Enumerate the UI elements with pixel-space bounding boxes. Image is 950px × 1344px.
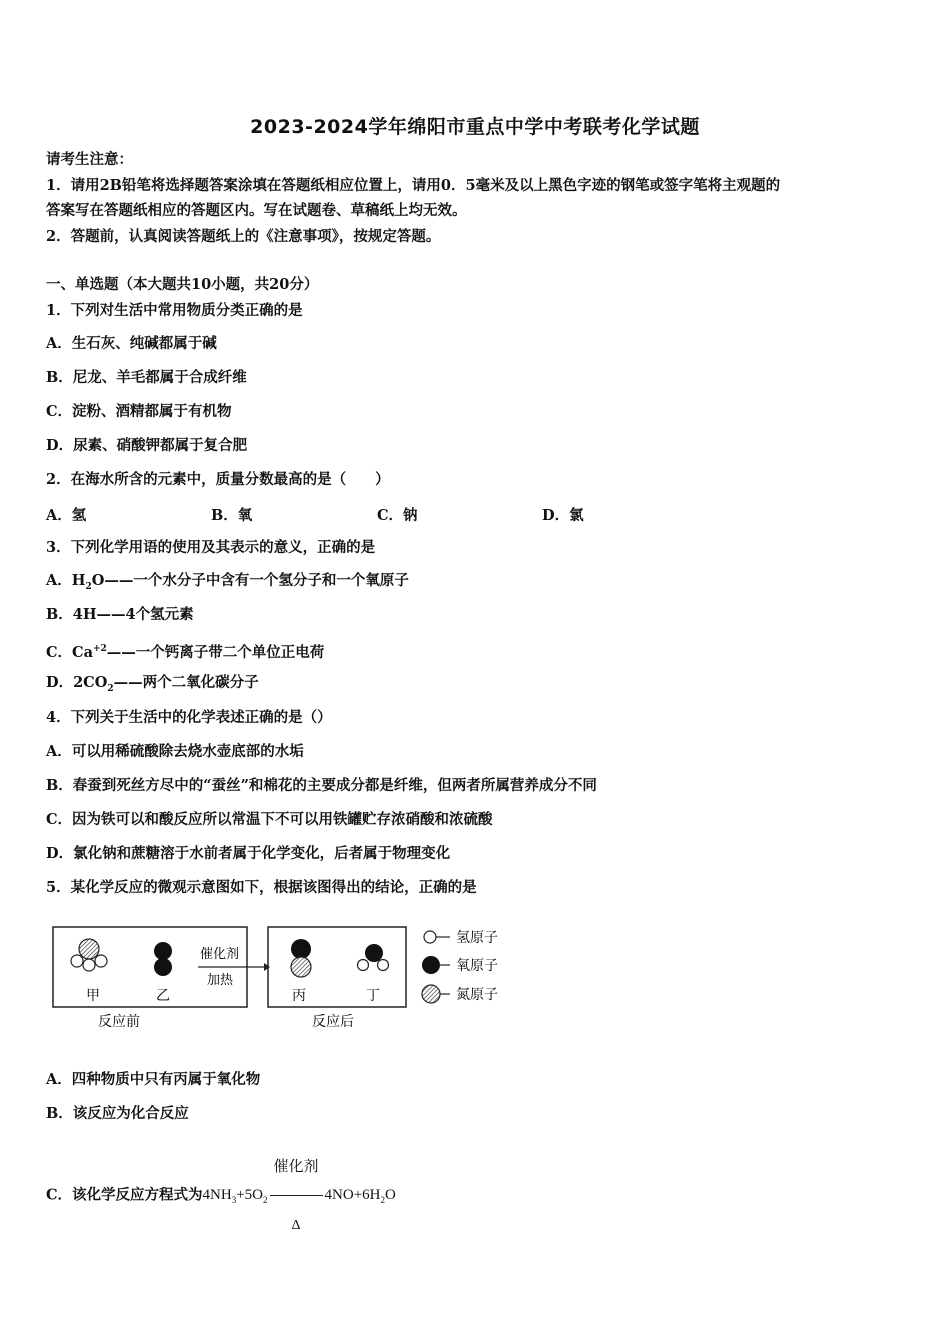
eq-products-end: O [385,1187,396,1204]
legend-oxygen: 氧原子 [456,958,498,974]
reaction-diagram [46,918,526,1036]
legend-oxygen-icon [422,956,440,974]
q3-a-prefix: A．H [46,572,86,589]
q2-option-a: A．氢 [46,507,87,524]
q3-a-text: O——一个水分子中含有一个氢分子和一个氧原子 [91,572,409,589]
q3-stem: 3．下列化学用语的使用及其表示的意义，正确的是 [46,539,376,556]
q1-stem: 1．下列对生活中常用物质分类正确的是 [46,302,303,319]
notice-header: 请考生注意： [46,151,133,168]
legend-hydrogen: 氢原子 [456,930,498,946]
eq-sub-2b: 2 [380,1195,385,1206]
q4-option-b: B．春蚕到死丝方尽中的“蚕丝”和棉花的主要成分都是纤维，但两者所属营养成分不同 [46,777,597,794]
q1-option-c: C．淀粉、酒精都属于有机物 [46,403,232,420]
jia-hydrogen-atom-1 [71,955,83,967]
eq-o2: +5O [236,1187,264,1204]
q5-option-a: A．四种物质中只有丙属于氧化物 [46,1071,261,1088]
q3-option-b: B．4H——4个氢元素 [46,606,194,623]
q3-d-subscript: 2 [107,683,114,694]
eq-products: 4NO+6H [324,1187,381,1204]
q3-a-subscript: 2 [85,581,92,592]
q3-c-text: ——一个钙离子带二个单位正电荷 [106,643,325,661]
label-after: 反应后 [312,1014,354,1030]
notice-line-2: 答案写在答题纸相应的答题区内。写在试题卷、草稿纸上均无效。 [46,202,467,219]
q1-option-b: B．尼龙、羊毛都属于合成纤维 [46,369,247,386]
eq-condition [270,1138,323,1254]
eq-nh3: 4NH [202,1187,232,1204]
bing-nitrogen-atom [291,957,311,977]
q4-option-a: A．可以用稀硫酸除去烧水壶底部的水垢 [46,743,304,760]
jia-hydrogen-atom-2 [83,959,95,971]
legend-nitrogen: 氮原子 [456,987,498,1003]
page-title: 2023-2024学年绵阳市重点中学中考联考化学试题 [250,116,700,138]
reaction-arrow-head [264,963,270,971]
label-before: 反应前 [98,1014,140,1030]
q5-option-b: B．该反应为化合反应 [46,1105,189,1122]
q3-option-d [46,673,259,699]
yi-oxygen-atom-2 [154,958,172,976]
q5-c-label: C．该化学反应方程式为 [46,1186,203,1204]
legend-nitrogen-icon [422,985,440,1003]
q2-options [46,504,746,524]
notice-line-1: 1．请用2B铅笔将选择题答案涂填在答题纸相应位置上，请用0．5毫米及以上黑色字迹的钢笔或签字笔将主观题的 [46,177,781,194]
eq-sub-2: 2 [263,1195,268,1206]
q5-option-c [46,1138,396,1233]
label-bing: 丙 [292,988,306,1004]
q3-option-c [46,639,324,663]
arrow-catalyst: 催化剂 [200,947,240,962]
q5-equation [202,1157,396,1233]
q3-d-prefix: D．2CO [46,674,108,691]
q3-c-prefix: C．Ca [46,643,93,661]
q4-option-d: D．氯化钠和蔗糖溶于水前者属于化学变化，后者属于物理变化 [46,845,451,862]
q3-d-text: ——两个二氧化碳分子 [113,674,259,691]
label-ding: 丁 [366,988,380,1004]
ding-hydrogen-atom-2 [378,960,389,971]
arrow-heat: 加热 [207,973,234,988]
jia-hydrogen-atom-3 [95,955,107,967]
notice-line-3: 2．答题前，认真阅读答题纸上的《注意事项》，按规定答题。 [46,228,441,245]
q5-stem: 5．某化学反应的微观示意图如下，根据该图得出的结论，正确的是 [46,879,477,896]
ding-oxygen-atom [365,944,383,962]
eq-sub-3: 3 [231,1195,237,1206]
label-yi: 乙 [156,988,170,1004]
q1-option-a: A．生石灰、纯碱都属于碱 [46,335,217,352]
q4-option-c: C．因为铁可以和酸反应所以常温下不可以用铁罐贮存浓硝酸和浓硫酸 [46,811,493,828]
q4-stem: 4．下列关于生活中的化学表述正确的是（） [46,709,332,726]
eq-catalyst: 催化剂 [270,1138,323,1196]
q2-stem: 2．在海水所含的元素中，质量分数最高的是（ ） [46,471,390,488]
bing-oxygen-atom [291,939,311,959]
q3-c-superscript: +2 [92,644,107,654]
q2-option-b: B．氧 [211,507,253,524]
section-heading: 一、单选题（本大题共10小题，共20分） [46,276,319,293]
q1-option-d: D．尿素、硝酸钾都属于复合肥 [46,437,248,454]
q2-option-d: D．氯 [542,507,584,524]
ding-hydrogen-atom-1 [358,960,369,971]
legend-hydrogen-icon [424,931,436,943]
q2-option-c: C．钠 [377,507,418,524]
label-jia: 甲 [86,988,100,1004]
yi-oxygen-atom-1 [154,942,172,960]
jia-nitrogen-atom [79,939,99,959]
eq-delta: Δ [291,1218,301,1233]
q3-option-a [46,571,409,597]
